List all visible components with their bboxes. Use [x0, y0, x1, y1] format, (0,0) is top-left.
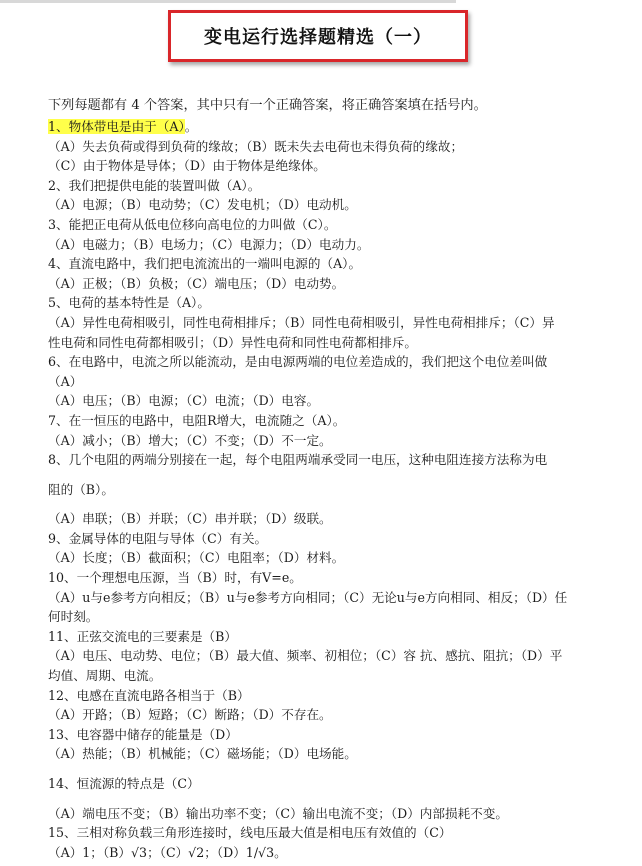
- highlighted-question: 1、物体带电是由于（A）: [48, 119, 185, 134]
- question-line: 10、一个理想电压源，当（B）时，有V=e。: [48, 570, 302, 586]
- question-line: 4、直流电路中，我们把电流流出的一端叫电源的（A）。: [48, 256, 362, 272]
- question-line: 15、三相对称负载三角形连接时，线电压最大值是相电压有效值的（C）: [48, 825, 452, 841]
- question-line: 3、能把正电荷从低电位移向高电位的力叫做（C）。: [48, 216, 337, 232]
- page-title: 变电运行选择题精选（一）: [204, 27, 432, 48]
- question-line: 阻的（B）。: [48, 481, 114, 497]
- option-line: 性电荷和同性电荷都相吸引；（D）异性电荷和同性电荷都相排斥。: [48, 334, 418, 350]
- question-line: [48, 117, 588, 137]
- option-line: 均值、周期、电流。: [48, 668, 162, 684]
- option-line: （C）由于物体是导体；（D）由于物体是绝缘体。: [48, 158, 326, 174]
- option-line: （A）串联；（B）并联；（C）串并联；（D）级联。: [48, 511, 332, 527]
- instructions: 下列每题都有 4 个答案，其中只有一个正确答案，将正确答案填在括号内。: [48, 98, 487, 113]
- option-line: （A）电压；（B）电源；（C）电流；（D）电容。: [48, 393, 320, 409]
- option-line: （A）失去负荷或得到负荷的缘故；（B）既未失去电荷也未得负荷的缘故；: [48, 138, 464, 154]
- question-list: [48, 95, 588, 862]
- option-line: （A）异性电荷相吸引，同性电荷相排斥；（B）同性电荷相吸引，异性电荷相排斥；（C）异: [48, 314, 555, 330]
- option-line: （A）长度；（B）截面积；（C）电阻率；（D）材料。: [48, 550, 345, 566]
- option-line: （A）电压、电动势、电位；（B）最大值、频率、初相位；（C）容 抗、感抗、阻抗；（D）平: [48, 648, 563, 664]
- option-line: （A）热能；（B）机械能；（C）磁场能；（D）电场能。: [48, 746, 357, 762]
- question-line: 13、电容器中储存的能量是（D）: [48, 726, 238, 742]
- question-line: 11、正弦交流电的三要素是（B）: [48, 628, 237, 644]
- question-line: （A）: [48, 373, 83, 389]
- option-line: （A）u与e参考方向相反；（B）u与e参考方向相同；（C）无论u与e方向相同、相反；（D）任: [48, 589, 568, 605]
- title-box: [168, 10, 468, 62]
- question-line: 14、恒流源的特点是（C）: [48, 776, 200, 791]
- option-line: （A）开路；（B）短路；（C）断路；（D）不存在。: [48, 707, 332, 723]
- question-line: 6、在电路中，电流之所以能流动，是由电源两端的电位差造成的，我们把这个电位差叫做: [48, 354, 548, 370]
- question-line: 5、电荷的基本特性是（A）。: [48, 295, 210, 311]
- question-line: 2、我们把提供电能的装置叫做（A）。: [48, 177, 261, 193]
- option-line: （A）1；（B）√3；（C）√2；（D）1/√3。: [48, 844, 287, 860]
- question-lines: [48, 117, 588, 862]
- question-line: 7、在一恒压的电路中，电阻R增大，电流随之（A）。: [48, 412, 346, 428]
- option-line: （A）电源；（B）电动势；（C）发电机；（D）电动机。: [48, 197, 357, 213]
- option-line: 何时刻。: [48, 609, 99, 625]
- top-border-line: [0, 0, 456, 3]
- option-line: （A）端电压不变；（B）输出功率不变；（C）输出电流不变；（D）内部损耗不变。: [48, 805, 508, 821]
- question-tail: 。: [184, 119, 198, 134]
- option-line: （A）正极；（B）负极；（C）端电压；（D）电动势。: [48, 275, 345, 291]
- question-line: 8、几个电阻的两端分别接在一起，每个电阻两端承受同一电压，这种电阻连接方法称为电: [48, 452, 548, 468]
- question-line: 12、电感在直流电路各相当于（B）: [48, 687, 250, 703]
- option-line: （A）电磁力；（B）电场力；（C）电源力；（D）电动力。: [48, 236, 370, 252]
- question-line: 9、金属导体的电阻与导体（C）有关。: [48, 530, 268, 546]
- option-line: （A）减小；（B）增大；（C）不变；（D）不一定。: [48, 432, 332, 448]
